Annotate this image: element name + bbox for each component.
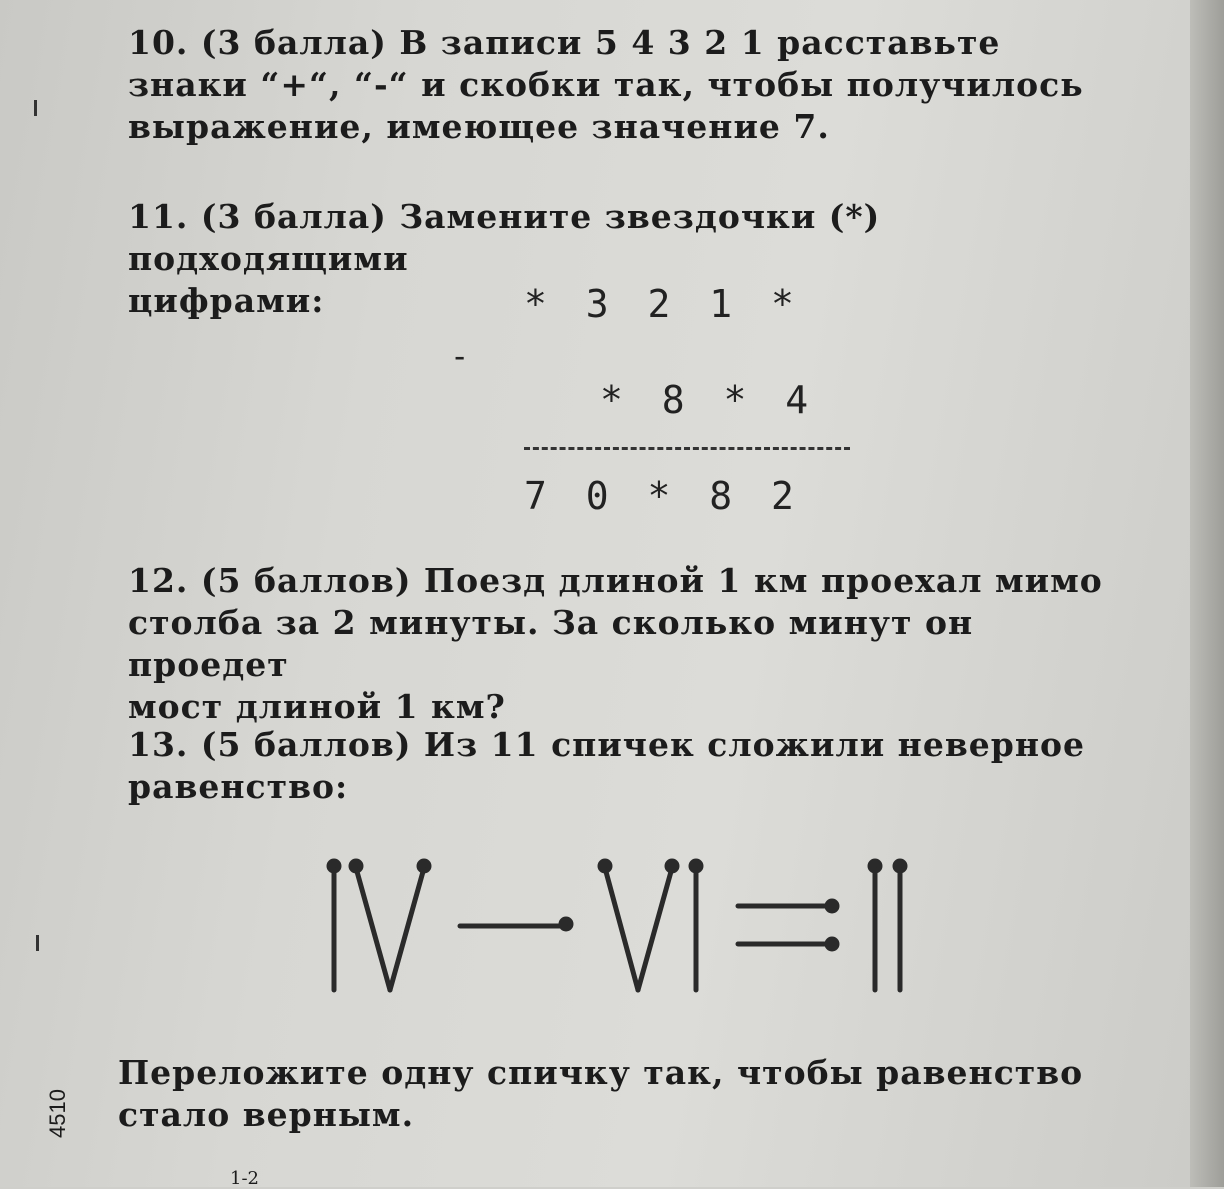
problem-11-line-2: цифрами: [128, 281, 325, 320]
result-rule [524, 447, 850, 450]
match-v1-right [390, 868, 424, 990]
problem-12-line-3: мост длиной 1 км? [128, 687, 506, 726]
problem-10 [128, 22, 1113, 148]
footer-mark: 1-2 [230, 1168, 259, 1189]
problem-11-line-1: 11. (3 балла) Замените звездочки (*) подходящими [128, 197, 881, 278]
final-line-2: стало верным. [118, 1095, 415, 1134]
scan-mark [36, 935, 39, 951]
problem-13-line-2: равенство: [128, 767, 349, 806]
problem-13 [128, 724, 1113, 808]
problem-10-line-1: 10. (3 балла) В записи 5 4 3 2 1 расставьте [128, 23, 1001, 62]
match-v1-left [356, 868, 390, 990]
scan-mark [34, 100, 37, 116]
matchstick-equation-figure [320, 850, 920, 1000]
problem-12-line-1: 12. (5 баллов) Поезд длиной 1 км проехал мимо [128, 561, 1103, 600]
problem-12-line-2: столба за 2 минуты. За сколько минут он проедет [128, 603, 974, 684]
side-code: 4510 [45, 1089, 70, 1138]
problem-10-line-3: выражение, имеющее значение 7. [128, 107, 830, 146]
difference-row: 7 0 * 8 2 [524, 474, 802, 518]
final-line-1: Переложите одну спичку так, чтобы равенство [118, 1053, 1084, 1092]
match-v2-left [605, 868, 638, 990]
subtrahend-row: * 8 * 4 [600, 378, 817, 422]
problem-13-line-1: 13. (5 баллов) Из 11 спичек сложили неверное [128, 725, 1085, 764]
match-v2-right [638, 868, 672, 990]
final-instruction [118, 1052, 1103, 1136]
problem-10-line-2: знаки “+“, “-“ и скобки так, чтобы получилось [128, 65, 1084, 104]
page-edge [1190, 0, 1224, 1187]
minuend-row: * 3 2 1 * [524, 282, 802, 326]
minus-sign: - [450, 337, 470, 375]
problem-12 [128, 560, 1113, 728]
